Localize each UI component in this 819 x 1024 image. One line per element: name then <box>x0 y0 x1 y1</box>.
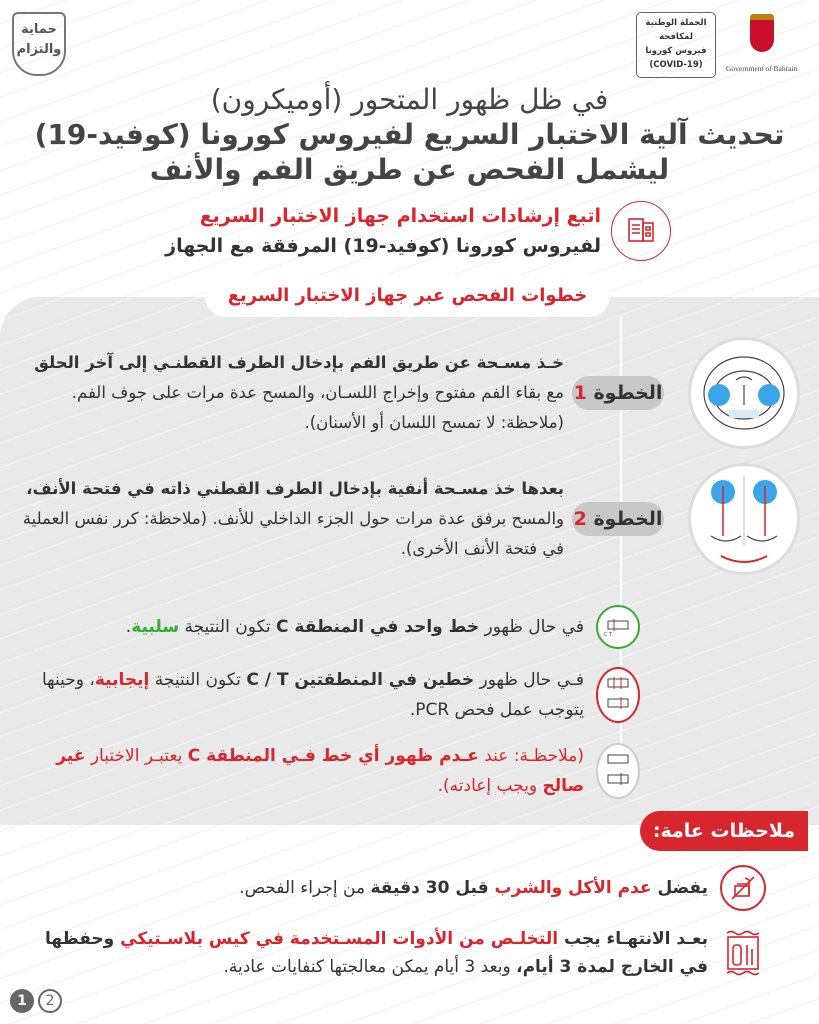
result-invalid <box>0 741 819 801</box>
instructions-text <box>20 201 601 261</box>
title-line2: تحديث آلية الاختبار السريع لفيروس كورونا (كوفيد-19) <box>34 118 785 151</box>
text-segment: من إجراء الفحص. <box>239 878 371 898</box>
notes-heading-row <box>0 811 819 851</box>
text-segment: قبل 30 دقيقة <box>370 878 495 898</box>
instructions-row <box>0 187 819 275</box>
no-food-drink-icon <box>720 865 766 911</box>
note-1-text <box>20 874 708 902</box>
step-1 <box>0 337 819 449</box>
note-2 <box>0 925 819 981</box>
bahrain-emblem <box>750 14 774 52</box>
step-1-badge <box>572 376 664 410</box>
step-number: 2 <box>573 508 587 530</box>
text-segment: تكون النتيجة <box>179 617 277 637</box>
text-segment: التخلـص من الأدوات المسـتخدمة في كيس بلاسـتيكي <box>120 929 559 949</box>
text-segment: وحفظها في الخارج لمدة 3 أيام، <box>45 929 708 977</box>
notes-heading: ملاحظات عامة: <box>640 811 808 851</box>
note-2-text <box>20 925 708 981</box>
svg-text:C T: C T <box>603 632 612 638</box>
badge-line: فيروس كورونا <box>645 46 707 56</box>
header <box>0 0 819 82</box>
badge-line: الحملة الوطنية <box>645 18 707 28</box>
negative-test-icon <box>596 605 640 649</box>
text-segment: بعدها خذ مسـحة أنفية بإدخال الطرف القطني ذاته في فتحة الأنف، <box>26 479 564 498</box>
text-segment: بعـد الانتهـاء يجب <box>558 929 708 949</box>
document-icon <box>611 201 671 261</box>
badge-line: لمكافحة <box>659 32 693 42</box>
title-line1: في ظل ظهور المتحور (أوميكرون) <box>210 83 609 116</box>
text-segment: يعتبـر الاختبار <box>85 746 188 766</box>
text-segment: تكون النتيجة <box>149 670 247 690</box>
instructions-line2: لفيروس كورونا (كوفيد-19) المرفقة مع الجهاز <box>165 235 601 257</box>
page-2-button[interactable]: 2 <box>38 989 62 1013</box>
title-line3: ليشمل الفحص عن طريق الفم والأنف <box>149 153 670 186</box>
text-segment: سلبية <box>131 617 180 637</box>
text-segment: عدم الأكل والشرب <box>494 878 652 898</box>
note-1 <box>0 865 819 911</box>
result-positive-text <box>20 665 584 725</box>
text-segment: مع بقاء الفم مفتوح وإخراج اللسـان، والمسح عدة مرات على جوف الفم. (ملاحظة: لا تمسح اللسان أو الأسنان). <box>71 383 564 432</box>
steps-heading-wrap <box>0 275 819 306</box>
text-segment: وبعد 3 أيام يمكن معالجتها كنفايات عادية. <box>223 957 517 977</box>
nose-swab-icon <box>688 463 800 575</box>
instructions-line1: اتبع إرشادات استخدام جهاز الاختبار السريع <box>199 205 601 227</box>
result-invalid-text <box>20 741 584 801</box>
text-segment: في حال ظهور <box>479 617 584 637</box>
text-segment: والمسح برفق عدة مرات حول الجزء الداخلي للأنف. (ملاحظة: كرر نفس العملية في فتحة الأنف الأخرى). <box>22 509 564 558</box>
result-negative-text <box>20 612 584 642</box>
step-2-badge <box>572 502 664 536</box>
pagination <box>0 981 819 1023</box>
text-segment: (ملاحظـة: عند <box>478 746 584 766</box>
badge-line: (COVID-19) <box>649 60 703 70</box>
step-2 <box>0 463 819 575</box>
text-segment: خـذ مسـحة عن طريق الفم بإدخال الطرف القطنـي إلى آخر الحلق <box>34 353 564 372</box>
text-segment: يفضل <box>651 878 708 898</box>
invalid-test-icon <box>596 743 640 799</box>
positive-test-icon <box>596 667 640 723</box>
text-segment: ، وحينها يتوجب عمل فحص PCR. <box>41 670 584 720</box>
text-segment: خط واحد في المنطقة C <box>276 617 480 637</box>
steps-panel <box>0 297 819 825</box>
text-segment: خطين في المنطقتين C / T <box>246 670 475 690</box>
text-segment: فـي حال ظهور <box>474 670 584 690</box>
steps-heading: خطوات الفحص عبر جهاز الاختبار السريع <box>205 275 610 317</box>
himaya-logo: حماية والتزام <box>12 12 66 76</box>
page-1-button[interactable]: 1 <box>10 989 34 1013</box>
text-segment: . <box>125 617 132 637</box>
result-negative <box>0 605 819 649</box>
result-positive <box>0 665 819 725</box>
gov-label: Government of Bahrain <box>726 64 798 73</box>
step-2-text <box>18 474 564 564</box>
text-segment: غير صالح <box>56 746 584 796</box>
text-segment: إيجابية <box>94 670 150 690</box>
title-block <box>0 82 819 187</box>
step-number: 1 <box>573 382 587 404</box>
step-1-text <box>18 348 564 438</box>
text-segment: عـدم ظهور أي خط فـي المنطقة C <box>187 746 479 766</box>
step-label: الخطوة <box>593 382 663 404</box>
text-segment: ويجب إعادته). <box>437 776 543 796</box>
plastic-bag-icon <box>720 929 766 977</box>
campaign-badge <box>636 12 716 78</box>
open-mouth-icon <box>688 337 800 449</box>
step-label: الخطوة <box>593 508 663 530</box>
